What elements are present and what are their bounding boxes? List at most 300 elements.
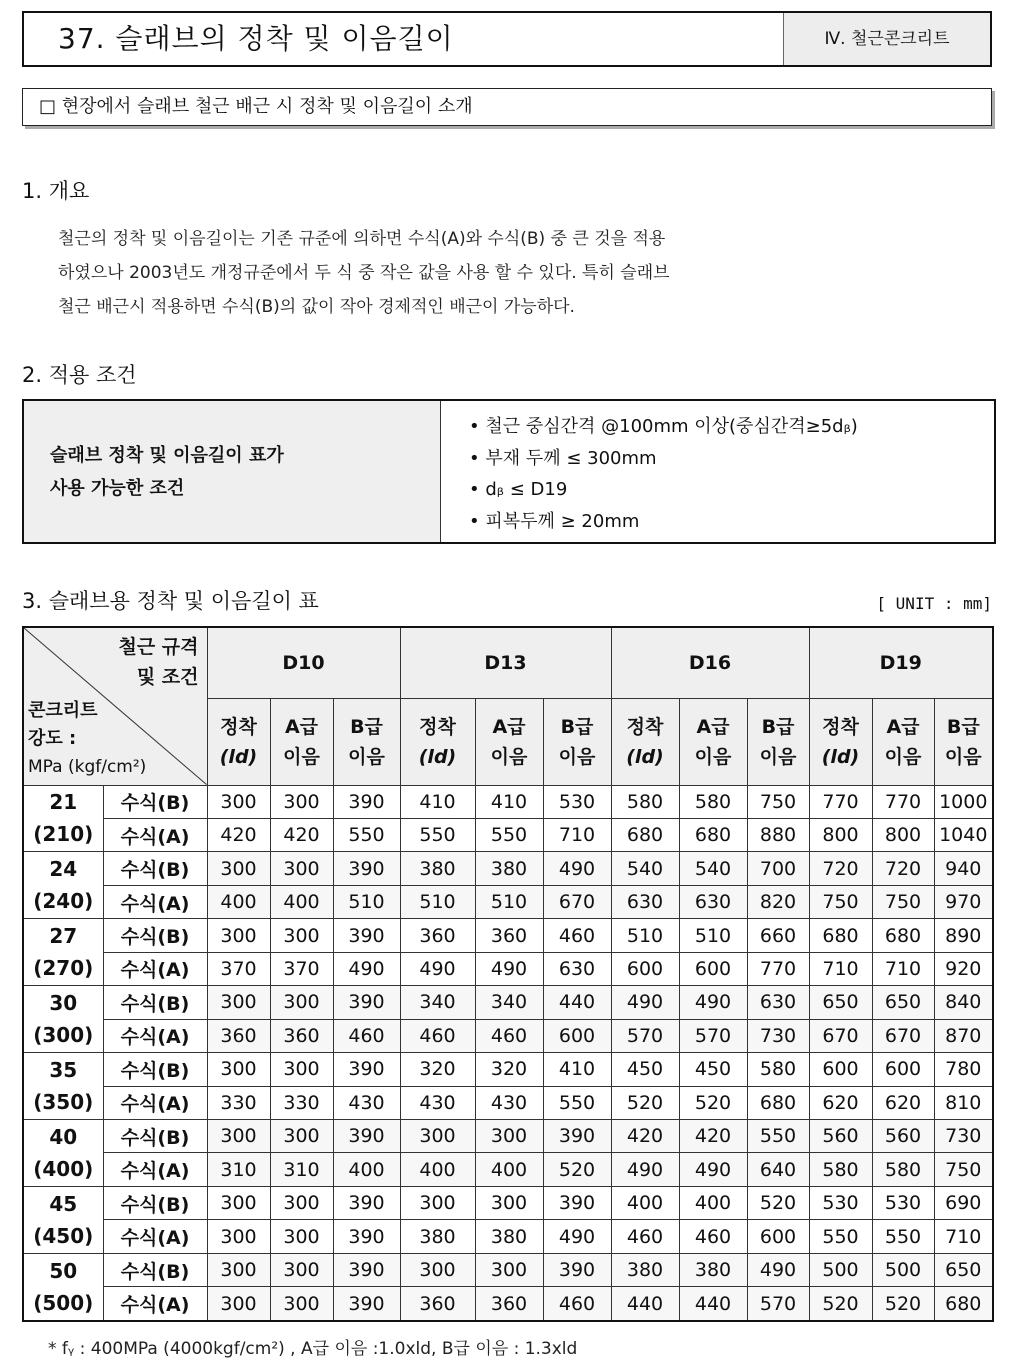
- value-cell: 390: [333, 1186, 400, 1219]
- value-cell: 970: [934, 885, 993, 918]
- value-cell: 820: [747, 885, 809, 918]
- value-cell: 420: [207, 818, 270, 851]
- value-cell: 750: [934, 1153, 993, 1186]
- conditions-list: [441, 401, 994, 542]
- table-body: [23, 785, 993, 1321]
- value-cell: 300: [207, 1186, 270, 1219]
- value-cell: 600: [872, 1053, 934, 1086]
- value-cell: 400: [679, 1186, 747, 1219]
- unit-label: [ UNIT : mm]: [876, 594, 992, 613]
- value-cell: 490: [543, 852, 611, 885]
- bar-size-header: D10: [207, 627, 400, 698]
- strength-mpa: 21: [49, 790, 78, 815]
- bar-size-header: D13: [400, 627, 611, 698]
- formula-cell: 수식(B): [103, 919, 207, 952]
- strength-cell: [23, 986, 103, 1053]
- value-cell: 300: [270, 852, 333, 885]
- value-cell: 560: [809, 1120, 872, 1153]
- strength-cell: [23, 1253, 103, 1321]
- value-cell: 550: [872, 1220, 934, 1253]
- value-cell: 550: [543, 1086, 611, 1119]
- strength-mpa: 35: [49, 1058, 78, 1083]
- value-cell: 800: [809, 818, 872, 851]
- value-cell: 300: [207, 1220, 270, 1253]
- value-cell: 680: [934, 1287, 993, 1321]
- sub-header-cell: [475, 698, 543, 785]
- value-cell: 490: [747, 1253, 809, 1286]
- table-row: [23, 1220, 993, 1253]
- value-cell: 560: [872, 1120, 934, 1153]
- value-cell: 380: [475, 852, 543, 885]
- table-row: [23, 785, 993, 818]
- table-row: [23, 1186, 993, 1219]
- value-cell: 400: [333, 1153, 400, 1186]
- sub-header-cell: [270, 698, 333, 785]
- strength-kgf: (350): [33, 1090, 94, 1115]
- value-cell: 680: [611, 818, 679, 851]
- value-cell: 880: [747, 818, 809, 851]
- value-cell: 940: [934, 852, 993, 885]
- condition-item: • 철근 중심간격 @100mm 이상(중심간격≥5dᵦ): [469, 411, 994, 443]
- table-row: [23, 1019, 993, 1052]
- value-cell: 540: [679, 852, 747, 885]
- sub-header-line: 이음: [759, 745, 797, 768]
- value-cell: 300: [475, 1253, 543, 1286]
- sub-header-line: 이음: [348, 745, 385, 768]
- sub-header-cell: [872, 698, 934, 785]
- value-cell: 720: [872, 852, 934, 885]
- value-cell: 360: [270, 1019, 333, 1052]
- value-cell: 390: [543, 1120, 611, 1153]
- value-cell: 890: [934, 919, 993, 952]
- formula-cell: 수식(A): [103, 1287, 207, 1321]
- value-cell: 300: [207, 919, 270, 952]
- corner-top-line: 및 조건: [136, 666, 199, 688]
- value-cell: 550: [747, 1120, 809, 1153]
- overview-line: 철근의 정착 및 이음길이는 기존 규준에 의하면 수식(A)와 수식(B) 중 큰 것을 적용: [58, 229, 666, 249]
- value-cell: 300: [270, 986, 333, 1019]
- value-cell: 710: [934, 1220, 993, 1253]
- value-cell: 300: [270, 1120, 333, 1153]
- value-cell: 520: [543, 1153, 611, 1186]
- section-heading-table: 3. 슬래브용 정착 및 이음길이 표: [22, 589, 319, 613]
- value-cell: 380: [679, 1253, 747, 1286]
- value-cell: 400: [207, 885, 270, 918]
- conditions-label-line: 슬래브 정착 및 이음길이 표가: [50, 444, 284, 466]
- formula-cell: 수식(B): [103, 986, 207, 1019]
- value-cell: 840: [934, 986, 993, 1019]
- overview-line: 철근 배근시 적용하면 수식(B)의 값이 작아 경제적인 배근이 가능하다.: [58, 297, 575, 317]
- corner-bottom-line: MPa (kgf/cm²): [28, 756, 147, 777]
- value-cell: 310: [270, 1153, 333, 1186]
- sub-header-line: B급: [761, 715, 795, 738]
- value-cell: 410: [475, 785, 543, 818]
- strength-kgf: (210): [33, 822, 94, 847]
- value-cell: 400: [475, 1153, 543, 1186]
- formula-cell: 수식(A): [103, 818, 207, 851]
- value-cell: 300: [270, 1253, 333, 1286]
- value-cell: 330: [207, 1086, 270, 1119]
- value-cell: 300: [400, 1253, 475, 1286]
- value-cell: 380: [475, 1220, 543, 1253]
- value-cell: 490: [611, 986, 679, 1019]
- strength-mpa: 45: [49, 1191, 78, 1216]
- value-cell: 680: [872, 919, 934, 952]
- value-cell: 320: [475, 1053, 543, 1086]
- value-cell: 770: [747, 952, 809, 985]
- formula-cell: 수식(B): [103, 1253, 207, 1286]
- chapter-tag: Ⅳ. 철근콘크리트: [783, 13, 990, 65]
- value-cell: 450: [611, 1053, 679, 1086]
- value-cell: 730: [934, 1120, 993, 1153]
- value-cell: 710: [543, 818, 611, 851]
- table-corner-cell: [23, 627, 207, 785]
- value-cell: 320: [400, 1053, 475, 1086]
- formula-cell: 수식(A): [103, 1019, 207, 1052]
- value-cell: 380: [400, 1220, 475, 1253]
- sub-header-line: 정착: [822, 715, 859, 738]
- value-cell: 520: [679, 1086, 747, 1119]
- value-cell: 620: [872, 1086, 934, 1119]
- value-cell: 700: [747, 852, 809, 885]
- sub-header-line: B급: [560, 715, 594, 738]
- table-row: [23, 1153, 993, 1186]
- value-cell: 400: [270, 885, 333, 918]
- table-row: [23, 852, 993, 885]
- corner-bottom-line: 콘크리트: [28, 699, 98, 721]
- value-cell: 550: [333, 818, 400, 851]
- conditions-label-line: 사용 가능한 조건: [50, 477, 185, 499]
- value-cell: 300: [475, 1186, 543, 1219]
- value-cell: 300: [270, 785, 333, 818]
- value-cell: 550: [809, 1220, 872, 1253]
- strength-cell: [23, 919, 103, 986]
- value-cell: 490: [475, 952, 543, 985]
- strength-mpa: 30: [49, 991, 78, 1016]
- value-cell: 390: [333, 919, 400, 952]
- strength-cell: [23, 785, 103, 852]
- value-cell: 680: [679, 818, 747, 851]
- table-row: [23, 1120, 993, 1153]
- value-cell: 670: [543, 885, 611, 918]
- table-row: [23, 818, 993, 851]
- value-cell: 600: [809, 1053, 872, 1086]
- value-cell: 750: [809, 885, 872, 918]
- value-cell: 300: [207, 1053, 270, 1086]
- strength-kgf: (240): [33, 889, 94, 914]
- value-cell: 300: [400, 1120, 475, 1153]
- sub-header-line: 정착: [626, 715, 664, 738]
- sub-header-line: (ld): [626, 745, 664, 768]
- footnote: * fᵧ : 400MPa (4000kgf/cm²) , A급 이음 :1.0xld, B급 이음 : 1.3xld: [48, 1339, 578, 1359]
- sub-header-cell: [934, 698, 993, 785]
- value-cell: 300: [400, 1186, 475, 1219]
- value-cell: 670: [872, 1019, 934, 1052]
- strength-kgf: (450): [33, 1223, 94, 1248]
- value-cell: 300: [270, 1053, 333, 1086]
- sub-header-line: A급: [284, 715, 319, 738]
- value-cell: 530: [543, 785, 611, 818]
- value-cell: 420: [679, 1120, 747, 1153]
- value-cell: 300: [270, 1220, 333, 1253]
- strength-cell: [23, 1186, 103, 1253]
- sub-header-line: 정착: [419, 715, 456, 738]
- formula-cell: 수식(B): [103, 1053, 207, 1086]
- value-cell: 630: [747, 986, 809, 1019]
- value-cell: 390: [333, 1287, 400, 1321]
- value-cell: 600: [679, 952, 747, 985]
- formula-cell: 수식(A): [103, 885, 207, 918]
- table-row: [23, 1287, 993, 1321]
- value-cell: 310: [207, 1153, 270, 1186]
- value-cell: 520: [611, 1086, 679, 1119]
- value-cell: 510: [475, 885, 543, 918]
- sub-header-line: (ld): [418, 745, 457, 768]
- value-cell: 390: [543, 1186, 611, 1219]
- value-cell: 580: [679, 785, 747, 818]
- strength-cell: [23, 1120, 103, 1187]
- value-cell: 570: [611, 1019, 679, 1052]
- value-cell: 390: [333, 785, 400, 818]
- strength-kgf: (500): [33, 1290, 94, 1315]
- value-cell: 580: [872, 1153, 934, 1186]
- value-cell: 420: [270, 818, 333, 851]
- value-cell: 440: [611, 1287, 679, 1321]
- value-cell: 460: [475, 1019, 543, 1052]
- sub-header-line: A급: [886, 715, 920, 738]
- value-cell: 410: [543, 1053, 611, 1086]
- sub-header-line: B급: [350, 715, 383, 738]
- value-cell: 600: [747, 1220, 809, 1253]
- value-cell: 630: [679, 885, 747, 918]
- value-cell: 750: [747, 785, 809, 818]
- value-cell: 710: [872, 952, 934, 985]
- sub-header-line: (ld): [821, 745, 860, 768]
- value-cell: 300: [270, 1287, 333, 1321]
- overview-paragraph: [58, 222, 938, 324]
- value-cell: 440: [543, 986, 611, 1019]
- value-cell: 630: [543, 952, 611, 985]
- corner-top-label: [118, 632, 198, 692]
- strength-mpa: 27: [49, 924, 78, 949]
- value-cell: 360: [475, 1287, 543, 1321]
- value-cell: 390: [543, 1253, 611, 1286]
- value-cell: 450: [679, 1053, 747, 1086]
- value-cell: 680: [747, 1086, 809, 1119]
- value-cell: 510: [333, 885, 400, 918]
- corner-bottom-label: [28, 697, 146, 781]
- length-table: [22, 626, 994, 1322]
- value-cell: 390: [333, 1253, 400, 1286]
- value-cell: 400: [611, 1186, 679, 1219]
- condition-item: • dᵦ ≤ D19: [469, 474, 994, 506]
- table-row: [23, 1253, 993, 1286]
- sub-header-cell: [400, 698, 475, 785]
- value-cell: 390: [333, 852, 400, 885]
- value-cell: 300: [207, 852, 270, 885]
- value-cell: 300: [207, 1253, 270, 1286]
- strength-kgf: (270): [33, 956, 94, 981]
- value-cell: 580: [611, 785, 679, 818]
- value-cell: 490: [543, 1220, 611, 1253]
- value-cell: 570: [747, 1287, 809, 1321]
- value-cell: 440: [679, 1287, 747, 1321]
- value-cell: 460: [679, 1220, 747, 1253]
- value-cell: 360: [400, 919, 475, 952]
- value-cell: 620: [809, 1086, 872, 1119]
- value-cell: 660: [747, 919, 809, 952]
- sub-header-line: 이음: [283, 745, 320, 768]
- value-cell: 420: [611, 1120, 679, 1153]
- strength-kgf: (300): [33, 1023, 94, 1048]
- table-row: [23, 952, 993, 985]
- value-cell: 410: [400, 785, 475, 818]
- sub-header-cell: [207, 698, 270, 785]
- value-cell: 390: [333, 986, 400, 1019]
- value-cell: 460: [543, 1287, 611, 1321]
- value-cell: 520: [747, 1186, 809, 1219]
- value-cell: 380: [611, 1253, 679, 1286]
- value-cell: 570: [679, 1019, 747, 1052]
- sub-header-cell: [543, 698, 611, 785]
- formula-cell: 수식(A): [103, 1220, 207, 1253]
- formula-cell: 수식(A): [103, 1086, 207, 1119]
- value-cell: 360: [475, 919, 543, 952]
- value-cell: 390: [333, 1120, 400, 1153]
- value-cell: 490: [679, 1153, 747, 1186]
- value-cell: 400: [400, 1153, 475, 1186]
- sub-header-cell: [611, 698, 679, 785]
- value-cell: 630: [611, 885, 679, 918]
- sub-header-line: 이음: [884, 745, 922, 768]
- value-cell: 500: [809, 1253, 872, 1286]
- value-cell: 580: [809, 1153, 872, 1186]
- value-cell: 540: [611, 852, 679, 885]
- value-cell: 600: [611, 952, 679, 985]
- sub-header-line: (ld): [219, 745, 258, 768]
- value-cell: 580: [747, 1053, 809, 1086]
- sub-header-cell: [747, 698, 809, 785]
- overview-line: 하였으나 2003년도 개정규준에서 두 식 중 작은 값을 사용 할 수 있다. 특히 슬래브: [58, 263, 670, 283]
- value-cell: 430: [475, 1086, 543, 1119]
- sub-header-cell: [333, 698, 400, 785]
- condition-item: • 부재 두께 ≤ 300mm: [469, 443, 994, 475]
- sub-header-line: A급: [696, 715, 730, 738]
- value-cell: 770: [809, 785, 872, 818]
- condition-item: • 피복두께 ≥ 20mm: [469, 506, 994, 538]
- value-cell: 490: [611, 1153, 679, 1186]
- sub-header-line: 이음: [694, 745, 732, 768]
- strength-mpa: 24: [49, 857, 78, 882]
- formula-cell: 수식(B): [103, 1186, 207, 1219]
- value-cell: 370: [207, 952, 270, 985]
- value-cell: 510: [611, 919, 679, 952]
- value-cell: 370: [270, 952, 333, 985]
- value-cell: 1000: [934, 785, 993, 818]
- value-cell: 520: [872, 1287, 934, 1321]
- sub-header-line: A급: [492, 715, 526, 738]
- value-cell: 690: [934, 1186, 993, 1219]
- value-cell: 510: [400, 885, 475, 918]
- value-cell: 300: [270, 1186, 333, 1219]
- sub-header-cell: [679, 698, 747, 785]
- value-cell: 530: [809, 1186, 872, 1219]
- value-cell: 460: [611, 1220, 679, 1253]
- value-cell: 710: [809, 952, 872, 985]
- corner-top-line: 철근 규격: [118, 636, 199, 658]
- value-cell: 360: [400, 1287, 475, 1321]
- value-cell: 340: [400, 986, 475, 1019]
- conditions-label: [24, 401, 441, 542]
- value-cell: 390: [333, 1053, 400, 1086]
- table-row: [23, 919, 993, 952]
- value-cell: 490: [400, 952, 475, 985]
- formula-cell: 수식(B): [103, 785, 207, 818]
- value-cell: 300: [207, 1120, 270, 1153]
- sub-header-line: 이음: [490, 745, 528, 768]
- value-cell: 750: [872, 885, 934, 918]
- value-cell: 920: [934, 952, 993, 985]
- value-cell: 650: [872, 986, 934, 1019]
- value-cell: 460: [543, 919, 611, 952]
- strength-mpa: 40: [49, 1124, 78, 1149]
- value-cell: 510: [679, 919, 747, 952]
- value-cell: 460: [333, 1019, 400, 1052]
- value-cell: 300: [207, 785, 270, 818]
- value-cell: 490: [333, 952, 400, 985]
- value-cell: 300: [270, 919, 333, 952]
- value-cell: 390: [333, 1220, 400, 1253]
- value-cell: 600: [543, 1019, 611, 1052]
- value-cell: 530: [872, 1186, 934, 1219]
- bar-size-header: D19: [809, 627, 993, 698]
- bar-size-header: D16: [611, 627, 809, 698]
- strength-mpa: 50: [49, 1258, 78, 1283]
- sub-header-cell: [809, 698, 872, 785]
- value-cell: 650: [809, 986, 872, 1019]
- value-cell: 300: [207, 986, 270, 1019]
- value-cell: 500: [872, 1253, 934, 1286]
- value-cell: 780: [934, 1053, 993, 1086]
- value-cell: 430: [333, 1086, 400, 1119]
- table-row: [23, 1086, 993, 1119]
- formula-cell: 수식(A): [103, 1153, 207, 1186]
- value-cell: 330: [270, 1086, 333, 1119]
- value-cell: 1040: [934, 818, 993, 851]
- conditions-box: [22, 399, 996, 544]
- value-cell: 490: [679, 986, 747, 1019]
- value-cell: 870: [934, 1019, 993, 1052]
- section-heading-overview: 1. 개요: [22, 179, 90, 203]
- value-cell: 340: [475, 986, 543, 1019]
- formula-cell: 수식(A): [103, 952, 207, 985]
- value-cell: 800: [872, 818, 934, 851]
- table-row: [23, 986, 993, 1019]
- table-row: [23, 885, 993, 918]
- value-cell: 650: [934, 1253, 993, 1286]
- value-cell: 730: [747, 1019, 809, 1052]
- formula-cell: 수식(B): [103, 1120, 207, 1153]
- value-cell: 300: [475, 1120, 543, 1153]
- strength-cell: [23, 1053, 103, 1120]
- value-cell: 550: [400, 818, 475, 851]
- value-cell: 550: [475, 818, 543, 851]
- sub-header-line: 이음: [558, 745, 596, 768]
- value-cell: 430: [400, 1086, 475, 1119]
- value-cell: 680: [809, 919, 872, 952]
- intro-box: □ 현장에서 슬래브 철근 배근 시 정착 및 이음길이 소개: [22, 88, 992, 126]
- value-cell: 640: [747, 1153, 809, 1186]
